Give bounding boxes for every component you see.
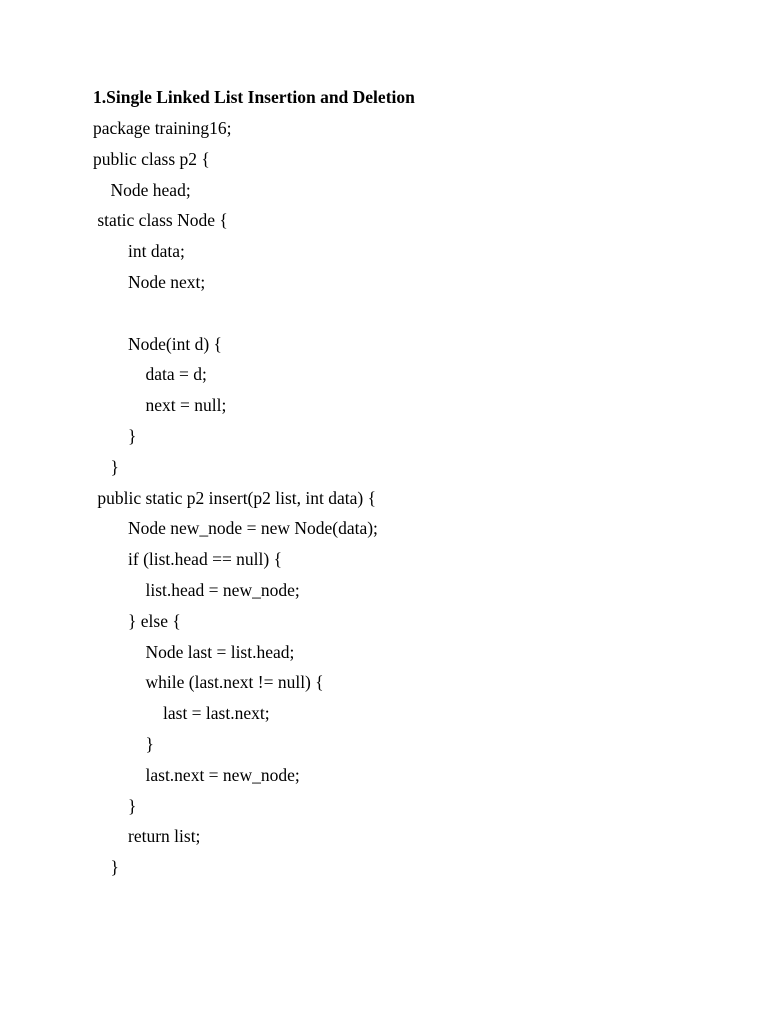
code-line: Node new_node = new Node(data); bbox=[93, 518, 378, 539]
code-line: while (last.next != null) { bbox=[93, 672, 324, 693]
code-line: static class Node { bbox=[93, 210, 228, 231]
document-title: 1.Single Linked List Insertion and Deletion bbox=[93, 87, 415, 107]
code-line: public class p2 { bbox=[93, 148, 210, 169]
code-line: last.next = new_node; bbox=[93, 764, 300, 785]
code-block bbox=[93, 117, 378, 887]
code-line: last = last.next; bbox=[93, 703, 270, 724]
code-line: package training16; bbox=[93, 118, 232, 138]
code-line: Node(int d) { bbox=[93, 333, 222, 354]
code-line: } bbox=[93, 456, 119, 477]
code-line: } bbox=[93, 857, 119, 878]
code-line: int data; bbox=[93, 241, 185, 262]
code-line bbox=[93, 302, 378, 333]
code-line: Node next; bbox=[93, 271, 206, 292]
code-line: } bbox=[93, 425, 137, 446]
code-line: if (list.head == null) { bbox=[93, 549, 283, 570]
code-line: } bbox=[93, 733, 154, 754]
code-line: data = d; bbox=[93, 364, 207, 385]
code-line: } bbox=[93, 795, 137, 816]
code-line: list.head = new_node; bbox=[93, 579, 300, 600]
code-line: public static p2 insert(p2 list, int data) { bbox=[93, 487, 376, 508]
code-line: Node head; bbox=[93, 179, 191, 200]
code-line: } else { bbox=[93, 610, 181, 631]
code-line: Node last = list.head; bbox=[93, 641, 295, 662]
code-line: next = null; bbox=[93, 395, 227, 416]
code-line: return list; bbox=[93, 826, 201, 847]
